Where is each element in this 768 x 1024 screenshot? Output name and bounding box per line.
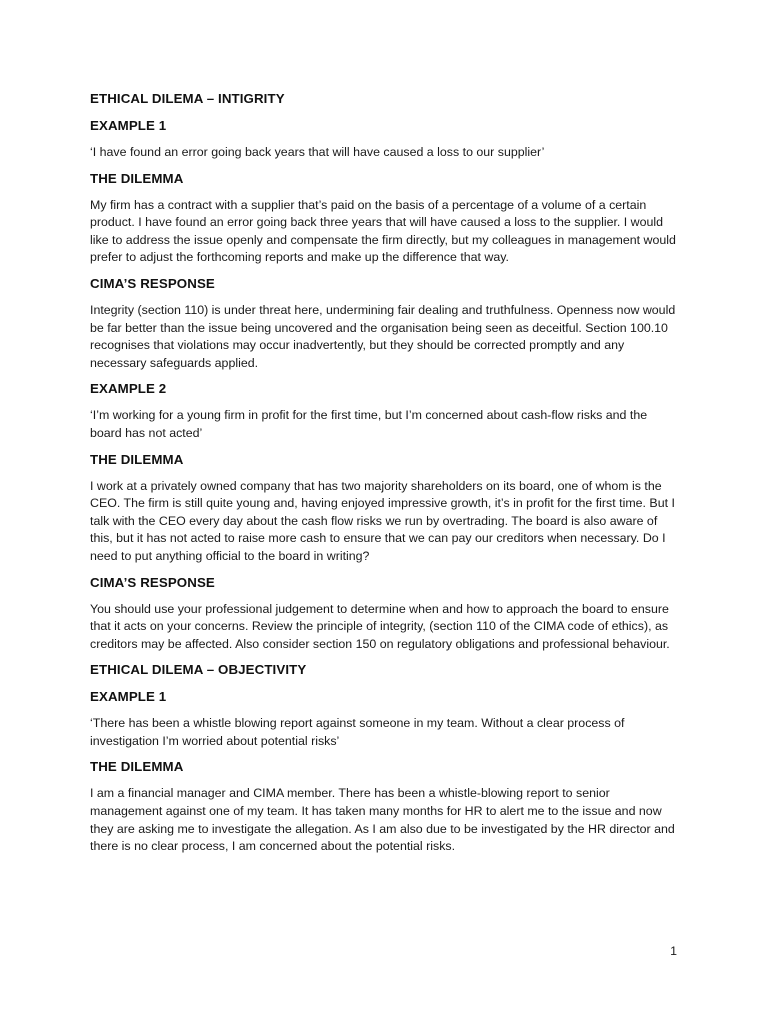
dilemma-heading: THE DILEMMA [90, 451, 184, 467]
dilemma-text: I work at a privately owned company that has two majority shareholders on its board, one of whom is the CEO. The firm is still quite young and, having enjoyed impressive growth, it’s in profit for the first time. But I talk with the CEO every day about the cash flow risks we run by overtrading. The board is also aware of this, but it has not acted to raise more cash to ensure that we can pay our creditors when necessary. Do I need to put anything official to the board in writing? [90, 478, 675, 563]
response-heading: CIMA’S RESPONSE [90, 574, 215, 590]
response-text: You should use your professional judgement to determine when and how to approach the board to ensure that it acts on your concerns. Review the principle of integrity, (section 110 of the CIMA code of ethics), as creditors may be affected. Also consider section 150 on regulatory obligations and professional behaviour. [90, 601, 670, 651]
example-1-quote: ‘There has been a whistle blowing report against someone in my team. Without a clear process of investigation I’m worried about potential risks’ [90, 716, 625, 748]
document-page [90, 90, 680, 864]
section-heading-objectivity: ETHICAL DILEMA – OBJECTIVITY [90, 662, 307, 678]
dilemma-text: My firm has a contract with a supplier that’s paid on the basis of a percentage of a volume of a certain product. I have found an error going back three years that will have caused a loss to the supplier. I would like to address the issue openly and compensate the firm directly, but my colleagues in management would prefer to adjust the forthcoming reports and make up the difference that way. [90, 197, 676, 265]
response-text: Integrity (section 110) is under threat here, undermining fair dealing and truthfulness. Openness now would be far better than the issue being uncovered and the organisation being seen as deceitful. Section 100.10 recognises that violations may occur inadvertently, but they should be corrected promptly and any necessary safeguards applied. [90, 302, 676, 370]
example-1-quote: ‘I have found an error going back years that will have caused a loss to our supplier’ [90, 145, 545, 159]
dilemma-heading: THE DILEMMA [90, 170, 184, 186]
dilemma-heading: THE DILEMMA [90, 759, 184, 775]
example-1-heading: EXAMPLE 1 [90, 689, 167, 705]
response-heading: CIMA’S RESPONSE [90, 275, 215, 291]
example-2-heading: EXAMPLE 2 [90, 381, 167, 397]
example-1-heading: EXAMPLE 1 [90, 118, 167, 133]
example-2-quote: ‘I’m working for a young firm in profit for the first time, but I’m concerned about cash-flow risks and the board has not acted’ [90, 408, 648, 440]
section-heading-integrity: ETHICAL DILEMA – INTIGRITY [90, 91, 285, 106]
dilemma-text: I am a financial manager and CIMA member. There has been a whistle-blowing report to senior management against one of my team. It has taken many months for HR to alert me to the issue and now they are asking me to investigate the allegation. As I am also due to be investigated by the HR director and there is no clear process, I am concerned about the potential risks. [90, 786, 675, 854]
page-number: 1 [670, 944, 677, 958]
